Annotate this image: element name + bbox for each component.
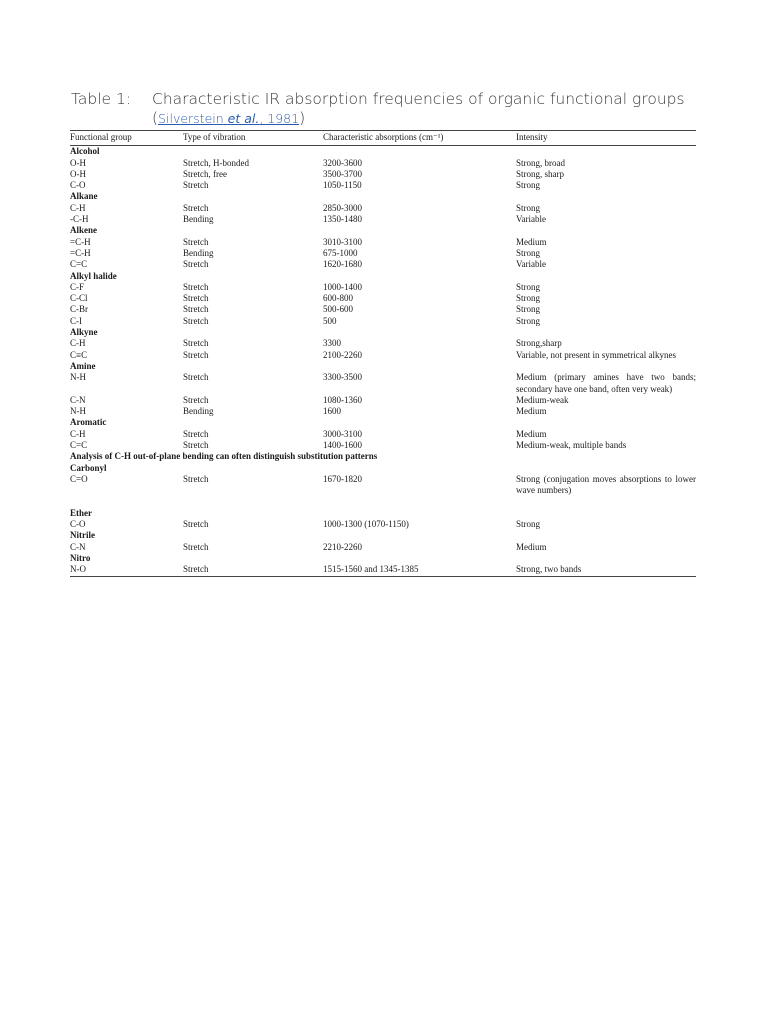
table-row <box>70 158 696 169</box>
intensity-cell: Medium <box>516 406 547 417</box>
absorption-range-cell: 3300 <box>323 338 341 349</box>
functional-group-name: Nitrile <box>70 530 95 541</box>
column-header: Type of vibration <box>183 131 323 146</box>
bond-cell: C-O <box>70 519 86 530</box>
intensity-cell: Strong <box>516 281 541 292</box>
bond-cell: C-N <box>70 541 86 552</box>
intensity-cell: Strong <box>516 315 541 326</box>
group-header-row <box>70 146 696 158</box>
absorption-range-cell: 1600 <box>323 406 341 417</box>
vibration-type-cell: Bending <box>183 214 214 225</box>
table-body <box>70 146 696 576</box>
citation-etal: et al. <box>227 111 260 126</box>
table-row <box>70 519 696 530</box>
group-header-row <box>70 508 696 519</box>
absorption-range-cell <box>323 497 516 508</box>
functional-group-name: Amine <box>70 360 96 371</box>
vibration-type-cell: Stretch <box>183 372 209 383</box>
table-row <box>70 282 696 293</box>
table-label: Table 1: <box>71 90 132 108</box>
column-header: Functional group <box>70 131 183 146</box>
vibration-type-cell: Stretch <box>183 202 209 213</box>
intensity-cell: Medium <box>516 236 547 247</box>
functional-group-name: Alkyl halide <box>70 270 117 281</box>
table-row <box>70 316 696 327</box>
table-row <box>70 497 696 508</box>
bond-cell: C=O <box>70 473 88 484</box>
citation-open-paren: ( <box>152 109 159 127</box>
vibration-type-cell: Stretch <box>183 304 209 315</box>
table-row <box>70 406 696 417</box>
absorption-range-cell: 500 <box>323 315 337 326</box>
bond-cell: O-H <box>70 168 86 179</box>
functional-group-name: Alcohol <box>70 146 100 157</box>
table-row <box>70 237 696 248</box>
intensity-cell: Medium <box>516 428 547 439</box>
bond-cell: C≡C <box>70 349 88 360</box>
bond-cell: N-H <box>70 372 86 383</box>
vibration-type-cell: Stretch <box>183 541 209 552</box>
absorption-range-cell: 3500-3700 <box>323 168 362 179</box>
vibration-type-cell: Stretch <box>183 519 209 530</box>
bond-cell: =C-H <box>70 247 91 258</box>
bond-cell: C-H <box>70 428 86 439</box>
absorption-range-cell: 1515-1560 and 1345-1385 <box>323 564 516 576</box>
table-header-row <box>70 131 696 146</box>
table-row <box>70 169 696 180</box>
vibration-type-cell: Stretch, H-bonded <box>183 157 249 168</box>
table-row <box>70 293 696 304</box>
group-header-row <box>70 530 696 541</box>
absorption-range-cell: 2210-2260 <box>323 541 362 552</box>
ir-absorption-table <box>70 130 696 577</box>
vibration-type-cell: Stretch <box>183 259 209 270</box>
citation-link[interactable] <box>158 111 299 126</box>
table-row <box>70 372 696 395</box>
intensity-cell: Medium-weak, multiple bands <box>516 440 627 451</box>
vibration-type-cell: Bending <box>183 247 214 258</box>
absorption-range-cell: 500-600 <box>323 304 353 315</box>
bond-cell: -C-H <box>70 214 89 225</box>
column-header: Intensity <box>516 131 696 146</box>
table-caption <box>71 90 711 128</box>
absorption-range-cell: 1350-1480 <box>323 214 362 225</box>
vibration-type-cell <box>183 497 323 508</box>
table-row <box>70 429 696 440</box>
table-row <box>70 440 696 451</box>
table-row <box>70 350 696 361</box>
bond-cell: =C-H <box>70 236 91 247</box>
intensity-cell: Strong <box>516 293 541 304</box>
intensity-cell: Strong <box>516 519 541 530</box>
functional-group-name: Analysis of C-H out-of-plane bending can often distinguish substitution patterns <box>70 451 378 462</box>
absorption-range-cell: 1670-1820 <box>323 473 362 484</box>
functional-group-name: Alkyne <box>70 327 98 338</box>
intensity-cell: Strong <box>516 180 541 191</box>
absorption-range-cell: 3200-3600 <box>323 157 362 168</box>
intensity-cell: Strong, two bands <box>516 564 696 576</box>
bond-cell: C=C <box>70 259 88 270</box>
intensity-cell: Strong <box>516 247 541 258</box>
vibration-type-cell: Stretch <box>183 315 209 326</box>
bond-cell: O-H <box>70 157 86 168</box>
intensity-cell: Variable <box>516 214 546 225</box>
intensity-cell: Medium-weak <box>516 394 569 405</box>
table-row <box>70 180 696 191</box>
group-header-row <box>70 271 696 282</box>
table-title: Characteristic IR absorption frequencies of organic functional groups <box>152 90 685 108</box>
citation-close-paren: ) <box>299 109 306 127</box>
vibration-type-cell: Stretch <box>183 473 209 484</box>
group-header-row <box>70 191 696 202</box>
bond-cell: C-N <box>70 394 86 405</box>
table-row <box>70 248 696 259</box>
absorption-range-cell: 2850-3000 <box>323 202 362 213</box>
bond-cell: N-H <box>70 406 86 417</box>
functional-group-name: Aromatic <box>70 417 107 428</box>
vibration-type-cell: Stretch <box>183 236 209 247</box>
vibration-type-cell: Stretch <box>183 180 209 191</box>
group-header-row <box>70 463 696 474</box>
absorption-range-cell: 600-800 <box>323 293 353 304</box>
vibration-type-cell: Stretch <box>183 338 209 349</box>
vibration-type-cell: Stretch <box>183 349 209 360</box>
table-row <box>70 474 696 497</box>
group-header-row <box>70 225 696 236</box>
bond-cell: C-H <box>70 202 86 213</box>
functional-group-name: Alkane <box>70 191 98 202</box>
bond-cell: C-F <box>70 281 85 292</box>
citation-year: , 1981 <box>259 111 300 126</box>
group-header-row <box>70 361 696 372</box>
bond-cell: C-I <box>70 315 82 326</box>
table-row <box>70 395 696 406</box>
bond-cell: C-Br <box>70 304 88 315</box>
absorption-range-cell: 1050-1150 <box>323 180 362 191</box>
absorption-range-cell: 1000-1400 <box>323 281 362 292</box>
intensity-cell: Medium <box>516 541 547 552</box>
absorption-range-cell: 3300-3500 <box>323 372 362 383</box>
table-row <box>70 304 696 315</box>
intensity-cell: Strong, broad <box>516 157 565 168</box>
vibration-type-cell: Stretch <box>183 394 209 405</box>
bond-cell: C-O <box>70 180 86 191</box>
vibration-type-cell: Stretch, free <box>183 168 227 179</box>
intensity-cell: Medium (primary amines have two bands; secondary have one band, often very weak) <box>516 372 696 394</box>
absorption-range-cell: 1080-1360 <box>323 394 362 405</box>
group-header-row <box>70 451 696 462</box>
absorption-range-cell: 2100-2260 <box>323 349 362 360</box>
bond-cell: N-O <box>70 564 183 576</box>
table-row <box>70 259 696 270</box>
absorption-range-cell: 3010-3100 <box>323 236 362 247</box>
vibration-type-cell: Stretch <box>183 281 209 292</box>
table-row <box>70 214 696 225</box>
functional-group-name: Alkene <box>70 225 97 236</box>
vibration-type-cell: Stretch <box>183 440 209 451</box>
intensity-cell: Strong <box>516 202 541 213</box>
functional-group-name: Nitro <box>70 552 91 563</box>
intensity-cell: Strong,sharp <box>516 338 562 349</box>
functional-group-name: Ether <box>70 507 92 518</box>
bond-cell: C-Cl <box>70 293 88 304</box>
group-header-row <box>70 553 696 564</box>
vibration-type-cell: Stretch <box>183 428 209 439</box>
absorption-range-cell: 1400-1600 <box>323 440 362 451</box>
intensity-cell: Strong, sharp <box>516 168 564 179</box>
absorption-range-cell: 1000-1300 (1070-1150) <box>323 519 409 530</box>
column-header: Characteristic absorptions (cm⁻¹) <box>323 131 516 146</box>
table-row <box>70 338 696 349</box>
intensity-cell: Variable <box>516 259 546 270</box>
table-row <box>70 203 696 214</box>
vibration-type-cell: Stretch <box>183 564 323 576</box>
group-header-row <box>70 417 696 428</box>
citation-author: Silverstein <box>158 111 224 126</box>
intensity-cell: Variable, not present in symmetrical alkynes <box>516 349 676 360</box>
intensity-cell: Strong (conjugation moves absorptions to lower wave numbers) <box>516 473 696 496</box>
table-row <box>70 564 696 576</box>
absorption-range-cell: 3000-3100 <box>323 428 362 439</box>
absorption-range-cell: 1620-1680 <box>323 259 362 270</box>
bond-cell <box>70 497 183 508</box>
intensity-cell <box>516 497 696 508</box>
vibration-type-cell: Bending <box>183 406 214 417</box>
table-row <box>70 542 696 553</box>
absorption-range-cell: 675-1000 <box>323 247 358 258</box>
group-header-row <box>70 327 696 338</box>
bond-cell: C-H <box>70 338 86 349</box>
intensity-cell: Strong <box>516 304 541 315</box>
functional-group-name: Carbonyl <box>70 462 107 473</box>
bond-cell: C=C <box>70 440 88 451</box>
vibration-type-cell: Stretch <box>183 293 209 304</box>
